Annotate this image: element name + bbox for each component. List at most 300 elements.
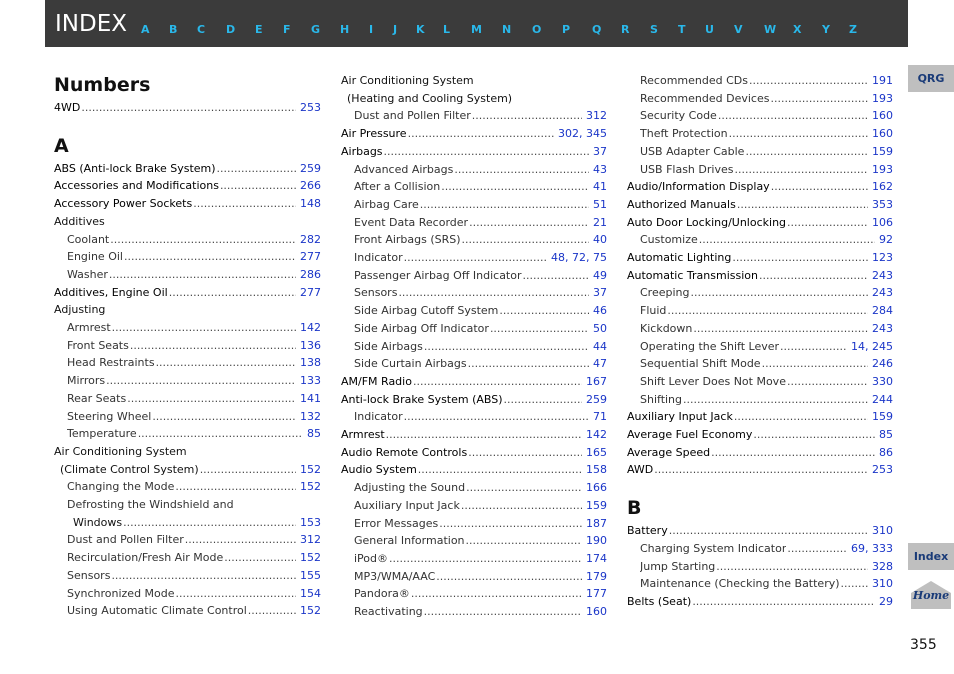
page-reference-link[interactable]: 47 [593, 357, 607, 371]
index-entry-term: Armrest [341, 428, 385, 442]
index-entry [627, 196, 893, 214]
index-entry-term: After a Collision [354, 180, 441, 194]
page-reference-link[interactable]: 158 [586, 463, 607, 477]
dot-leader [787, 540, 847, 558]
index-entry-term: Security Code [640, 109, 717, 123]
dot-leader [411, 585, 582, 603]
letter-link-e[interactable]: E [255, 23, 263, 36]
letter-link-r[interactable]: R [621, 23, 630, 36]
letter-link-y[interactable]: Y [822, 23, 830, 36]
index-entry-term: Auto Door Locking/Unlocking [627, 215, 787, 229]
index-entry [627, 426, 893, 444]
index-entry [341, 178, 607, 196]
index-entry-term: Creeping [640, 286, 690, 300]
index-entry [341, 231, 607, 249]
letter-link-p[interactable]: P [562, 23, 571, 36]
letter-link-h[interactable]: H [340, 23, 350, 36]
home-button[interactable] [908, 580, 954, 610]
dot-leader [691, 284, 869, 302]
index-entry-term: Automatic Transmission [627, 268, 758, 282]
page-reference-link[interactable]: 266 [300, 179, 321, 193]
index-entry-term: Recommended CDs [640, 74, 748, 87]
dot-leader [472, 107, 582, 125]
page-reference-link[interactable]: 133 [300, 374, 321, 388]
page-reference-link[interactable]: 21 [593, 215, 607, 229]
page-reference-link[interactable]: 48, 72, 75 [551, 251, 607, 265]
index-entry [341, 161, 607, 179]
dot-leader [408, 125, 554, 143]
page-reference-link[interactable]: 177 [586, 587, 607, 601]
index-entry-term: Auxiliary Input Jack [354, 498, 460, 512]
index-entry-term: Front Airbags (SRS) [354, 233, 461, 247]
dot-leader [169, 284, 296, 302]
index-entry [54, 266, 321, 284]
dot-leader [699, 231, 875, 249]
page-reference-link[interactable]: 159 [872, 410, 893, 424]
dot-leader [185, 531, 296, 549]
index-entry [54, 602, 321, 620]
letter-link-b[interactable]: B [169, 23, 178, 36]
dot-leader [454, 161, 589, 179]
letter-link-m[interactable]: M [471, 23, 482, 36]
index-entry-term: Pandora® [354, 587, 410, 601]
page-number: 355 [910, 637, 937, 653]
page-reference-link[interactable]: 152 [300, 462, 321, 476]
dot-leader [220, 177, 296, 195]
index-entry-label: Adjusting [54, 303, 106, 317]
page-reference-link[interactable]: 244 [872, 392, 893, 406]
index-entry [341, 267, 607, 285]
index-column-1 [54, 72, 321, 620]
index-entry-term: Shift Lever Does Not Move [640, 374, 786, 388]
dot-leader [384, 143, 589, 161]
page-reference-link[interactable]: 187 [586, 516, 607, 530]
index-entry [341, 515, 607, 533]
index-entry [627, 593, 893, 611]
page-reference-link[interactable]: 160 [586, 605, 607, 619]
index-entry-term: AM/FM Radio [341, 374, 412, 388]
page-reference-link[interactable]: 85 [879, 428, 893, 442]
index-entry [54, 337, 321, 355]
index-entry-term: iPod® [354, 551, 389, 565]
index-entry [341, 320, 607, 338]
page-reference-link[interactable]: 29 [879, 594, 893, 608]
page-reference-link[interactable]: 142 [300, 321, 321, 335]
page-reference-link[interactable]: 193 [872, 91, 893, 105]
index-entry-term: ABS (Anti-lock Brake System) [54, 161, 216, 175]
dot-leader [424, 338, 589, 356]
page-reference-link[interactable]: 154 [300, 586, 321, 600]
dot-leader [176, 585, 296, 603]
page-reference-link[interactable]: 43 [593, 162, 607, 176]
page-reference-link[interactable]: 37 [593, 144, 607, 158]
page-reference-link[interactable]: 51 [593, 197, 607, 211]
dot-leader [441, 178, 589, 196]
index-entry [627, 320, 893, 338]
index-entry-term: Passenger Airbag Off Indicator [354, 268, 522, 282]
dot-leader [413, 373, 582, 391]
index-entry [341, 125, 607, 143]
letter-link-l[interactable]: L [443, 23, 451, 36]
index-entry [627, 125, 893, 143]
dot-leader [418, 461, 582, 479]
letter-link-g[interactable]: G [311, 23, 321, 36]
page-reference-link[interactable]: 310 [872, 524, 893, 538]
letter-link-n[interactable]: N [502, 23, 512, 36]
page-reference-link[interactable]: 166 [586, 481, 607, 495]
page-reference-link[interactable]: 41 [593, 180, 607, 194]
section-heading: B [627, 497, 642, 520]
index-entry [54, 567, 321, 585]
dot-leader [386, 426, 582, 444]
index-entry [627, 540, 893, 558]
index-entry [54, 177, 321, 195]
index-entry-term: AWD [627, 463, 654, 477]
index-entry-term: Adjusting the Sound [354, 481, 466, 495]
page-reference-link[interactable]: 174 [586, 551, 607, 565]
index-entry-term: Indicator [354, 251, 403, 265]
dot-leader [109, 266, 296, 284]
dot-leader [716, 558, 868, 576]
index-entry [627, 107, 893, 125]
index-entry [341, 585, 607, 603]
index-entry-term: Sensors [67, 568, 111, 582]
dot-leader [499, 302, 589, 320]
index-entry [54, 408, 321, 426]
page-reference-link[interactable]: 259 [300, 161, 321, 175]
letter-link-a[interactable]: A [141, 23, 150, 36]
index-entry [341, 568, 607, 586]
page-reference-link[interactable]: 40 [593, 233, 607, 247]
page-reference-link[interactable]: 138 [300, 356, 321, 370]
page-reference-link[interactable]: 44 [593, 339, 607, 353]
index-entry [54, 319, 321, 337]
page-reference-link[interactable]: 46 [593, 304, 607, 318]
page-reference-link[interactable]: 123 [872, 251, 893, 265]
index-entry [341, 479, 607, 497]
dot-leader [224, 549, 296, 567]
index-entry [627, 461, 893, 479]
section-heading: Numbers [54, 74, 151, 96]
index-entry [54, 461, 321, 479]
page-reference-link[interactable]: 253 [872, 463, 893, 477]
dot-leader [770, 90, 868, 108]
dot-leader [138, 425, 303, 443]
page-reference-link[interactable]: 246 [872, 357, 893, 371]
dot-leader [127, 390, 296, 408]
index-entry-term: Engine Oil [67, 250, 123, 264]
dot-leader [462, 231, 589, 249]
page-reference-link[interactable]: 148 [300, 197, 321, 211]
index-entry-term: Accessories and Modifications [54, 179, 219, 193]
page-reference-link[interactable]: 50 [593, 321, 607, 335]
index-entry [341, 338, 607, 356]
page-reference-link[interactable]: 165 [586, 445, 607, 459]
page-reference-link[interactable]: 160 [872, 127, 893, 141]
letter-link-k[interactable]: K [416, 23, 425, 36]
letter-link-w[interactable]: W [764, 23, 777, 36]
letter-link-u[interactable]: U [705, 23, 714, 36]
dot-leader [468, 444, 582, 462]
index-entry-term: Average Fuel Economy [627, 428, 753, 442]
index-entry-term: Recirculation/Fresh Air Mode [67, 551, 224, 565]
page-reference-link[interactable]: 86 [879, 445, 893, 459]
index-entry-term: MP3/WMA/AAC [354, 569, 436, 583]
page-reference-link[interactable]: 328 [872, 559, 893, 573]
index-entry [54, 425, 321, 443]
index-entry-term: Authorized Manuals [627, 197, 736, 211]
index-entry-term: Coolant [67, 232, 110, 246]
dot-leader [693, 320, 868, 338]
index-entry [627, 444, 893, 462]
dot-leader [771, 178, 868, 196]
index-entry-term: Customize [640, 233, 698, 247]
page-reference-link[interactable]: 142 [586, 428, 607, 442]
page-reference-link[interactable]: 14, 245 [851, 339, 893, 353]
index-entry-term: Changing the Mode [67, 480, 175, 494]
index-entry-term: Airbag Care [354, 197, 419, 211]
page-reference-link[interactable]: 312 [586, 109, 607, 123]
index-entry [54, 478, 321, 496]
index-entry [54, 372, 321, 390]
letter-link-c[interactable]: C [197, 23, 206, 36]
index-entry [54, 390, 321, 408]
letter-link-o[interactable]: O [532, 23, 542, 36]
page-reference-link[interactable]: 243 [872, 286, 893, 300]
dot-leader [841, 575, 868, 593]
index-entry-term: Head Restraints [67, 356, 155, 370]
dot-leader [490, 320, 589, 338]
index-header-bar [45, 0, 908, 47]
page-reference-link[interactable]: 49 [593, 268, 607, 282]
page-reference-link[interactable]: 132 [300, 409, 321, 423]
page-reference-link[interactable]: 243 [872, 321, 893, 335]
dot-leader [654, 461, 868, 479]
page-reference-link[interactable]: 37 [593, 286, 607, 300]
dot-leader [711, 444, 875, 462]
index-entry [627, 302, 893, 320]
index-entry [341, 214, 607, 232]
dot-leader [737, 196, 868, 214]
index-entry [627, 338, 893, 356]
index-entry [627, 575, 893, 593]
dot-leader [669, 522, 868, 540]
letter-link-z[interactable]: Z [849, 23, 857, 36]
index-entry-term: Synchronized Mode [67, 586, 175, 600]
dot-leader [692, 593, 875, 611]
dot-leader [745, 143, 868, 161]
index-entry-term: Temperature [67, 427, 137, 441]
index-entry [627, 558, 893, 576]
index-entry [627, 391, 893, 409]
page-reference-link[interactable]: 191 [872, 74, 893, 87]
letter-link-x[interactable]: X [793, 23, 802, 36]
index-entry [341, 603, 607, 621]
dot-leader [732, 249, 868, 267]
index-entry [627, 267, 893, 285]
page-reference-link[interactable]: 141 [300, 391, 321, 405]
index-entry [341, 107, 607, 125]
index-entry [341, 196, 607, 214]
page-reference-link[interactable]: 167 [586, 374, 607, 388]
index-entry-term: Theft Protection [640, 127, 728, 141]
index-entry [54, 160, 321, 178]
page-reference-link[interactable]: 193 [872, 162, 893, 176]
letter-link-q[interactable]: Q [592, 23, 602, 36]
index-entry-term: Shifting [640, 392, 683, 406]
page-reference-link[interactable]: 312 [300, 533, 321, 547]
index-entry-term: (Climate Control System) [60, 462, 199, 476]
index-entry [627, 214, 893, 232]
index-entry-term: Steering Wheel [67, 409, 152, 423]
dot-leader [106, 372, 296, 390]
letter-link-v[interactable]: V [734, 23, 743, 36]
page-reference-link[interactable]: 69, 333 [851, 541, 893, 555]
dot-leader [753, 426, 875, 444]
index-entry-term: Rear Seats [67, 391, 127, 405]
letter-link-j[interactable]: J [393, 23, 398, 36]
page-reference-link[interactable]: 253 [300, 101, 321, 114]
index-entry [341, 461, 607, 479]
index-entry-term: Average Speed [627, 445, 711, 459]
index-entry [341, 249, 607, 267]
page-reference-link[interactable]: 162 [872, 180, 893, 194]
index-entry-term: Using Automatic Climate Control [67, 604, 247, 618]
dot-leader [156, 354, 296, 372]
index-tab[interactable]: Index [908, 543, 954, 570]
dot-leader [398, 284, 589, 302]
index-entry [341, 408, 607, 426]
home-label: Home [912, 588, 950, 602]
dot-leader [718, 107, 868, 125]
page-reference-link[interactable]: 85 [307, 427, 321, 441]
index-entry-term: Anti-lock Brake System (ABS) [341, 392, 503, 406]
page-reference-link[interactable]: 106 [872, 215, 893, 229]
index-entry-term: 4WD [54, 101, 81, 114]
dot-leader [404, 249, 547, 267]
page-reference-link[interactable]: 155 [300, 568, 321, 582]
index-entry-term: Kickdown [640, 321, 693, 335]
index-entry [54, 99, 321, 117]
index-entry-term: Error Messages [354, 516, 439, 530]
index-entry-label: Defrosting the Windshield and [67, 498, 234, 512]
index-entry [54, 284, 321, 302]
index-entry [627, 143, 893, 161]
page-reference-link[interactable]: 92 [879, 233, 893, 247]
page-reference-link[interactable]: 152 [300, 551, 321, 565]
index-entry [627, 249, 893, 267]
index-entry [627, 178, 893, 196]
index-entry-term: Jump Starting [640, 559, 716, 573]
page-reference-link[interactable]: 284 [872, 304, 893, 318]
dot-leader [193, 195, 296, 213]
dot-leader [424, 603, 582, 621]
index-entry-term: Advanced Airbags [354, 162, 454, 176]
letter-link-t[interactable]: T [678, 23, 686, 36]
index-entry [341, 444, 607, 462]
index-entry [54, 531, 321, 549]
index-entry-term: Belts (Seat) [627, 594, 692, 608]
index-entry-term: Charging System Indicator [640, 541, 787, 555]
index-entry-term: Automatic Lighting [627, 251, 732, 265]
dot-leader [469, 214, 589, 232]
dot-leader [780, 338, 847, 356]
index-entry [54, 549, 321, 567]
letter-link-d[interactable]: D [226, 23, 236, 36]
page-reference-link[interactable]: 310 [872, 577, 893, 591]
dot-leader [683, 391, 868, 409]
index-entry [54, 231, 321, 249]
dot-leader [787, 373, 868, 391]
page-reference-link[interactable]: 277 [300, 285, 321, 299]
index-entry-term: Front Seats [67, 338, 129, 352]
dot-leader [734, 161, 868, 179]
page-reference-link[interactable]: 71 [593, 410, 607, 424]
letter-link-i[interactable]: I [369, 23, 374, 36]
page-reference-link[interactable]: 353 [872, 197, 893, 211]
page-reference-link[interactable]: 302, 345 [558, 127, 607, 141]
page-reference-link[interactable]: 159 [872, 144, 893, 158]
index-entry-label: Air Conditioning System [54, 444, 187, 458]
dot-leader [466, 479, 582, 497]
section-spacer [54, 117, 321, 133]
index-entry-term: Additives, Engine Oil [54, 285, 168, 299]
index-entry-term: Windows [73, 515, 123, 529]
page-reference-link[interactable]: 179 [586, 569, 607, 583]
page-reference-link[interactable]: 136 [300, 338, 321, 352]
index-entry-term: Operating the Shift Lever [640, 339, 780, 353]
dot-leader [466, 532, 582, 550]
dot-leader [734, 408, 868, 426]
page-reference-link[interactable]: 190 [586, 534, 607, 548]
dot-leader [404, 408, 589, 426]
qrg-tab[interactable]: QRG [908, 65, 954, 92]
page-reference-link[interactable]: 159 [586, 498, 607, 512]
index-entry-term: Battery [627, 524, 668, 538]
page-reference-link[interactable]: 243 [872, 268, 893, 282]
page-reference-link[interactable]: 152 [300, 480, 321, 494]
page-reference-link[interactable]: 330 [872, 374, 893, 388]
letter-link-s[interactable]: S [650, 23, 658, 36]
index-entry [341, 532, 607, 550]
index-entry-label: (Heating and Cooling System) [347, 91, 513, 105]
index-entry-term: Reactivating [354, 605, 423, 619]
dot-leader [200, 461, 296, 479]
index-entry-term: USB Flash Drives [640, 162, 734, 176]
index-entry [627, 408, 893, 426]
index-entry-label: Air Conditioning System [341, 74, 474, 87]
page-reference-link[interactable]: 160 [872, 109, 893, 123]
index-entry-term: USB Adapter Cable [640, 144, 745, 158]
index-entry [341, 284, 607, 302]
index-entry [54, 514, 321, 532]
page-reference-link[interactable]: 259 [586, 392, 607, 406]
page-reference-link[interactable]: 152 [300, 604, 321, 618]
dot-leader [217, 160, 296, 178]
letter-link-f[interactable]: F [283, 23, 291, 36]
page-reference-link[interactable]: 277 [300, 250, 321, 264]
dot-leader [762, 355, 868, 373]
page-reference-link[interactable]: 282 [300, 232, 321, 246]
page-reference-link[interactable]: 153 [300, 515, 321, 529]
index-entry [341, 426, 607, 444]
dot-leader [389, 550, 582, 568]
page-reference-link[interactable]: 286 [300, 267, 321, 281]
index-entry-term: Event Data Recorder [354, 215, 469, 229]
index-entry-term: Fluid [640, 304, 667, 318]
index-entry-term: Armrest [67, 321, 111, 335]
dot-leader [420, 196, 589, 214]
